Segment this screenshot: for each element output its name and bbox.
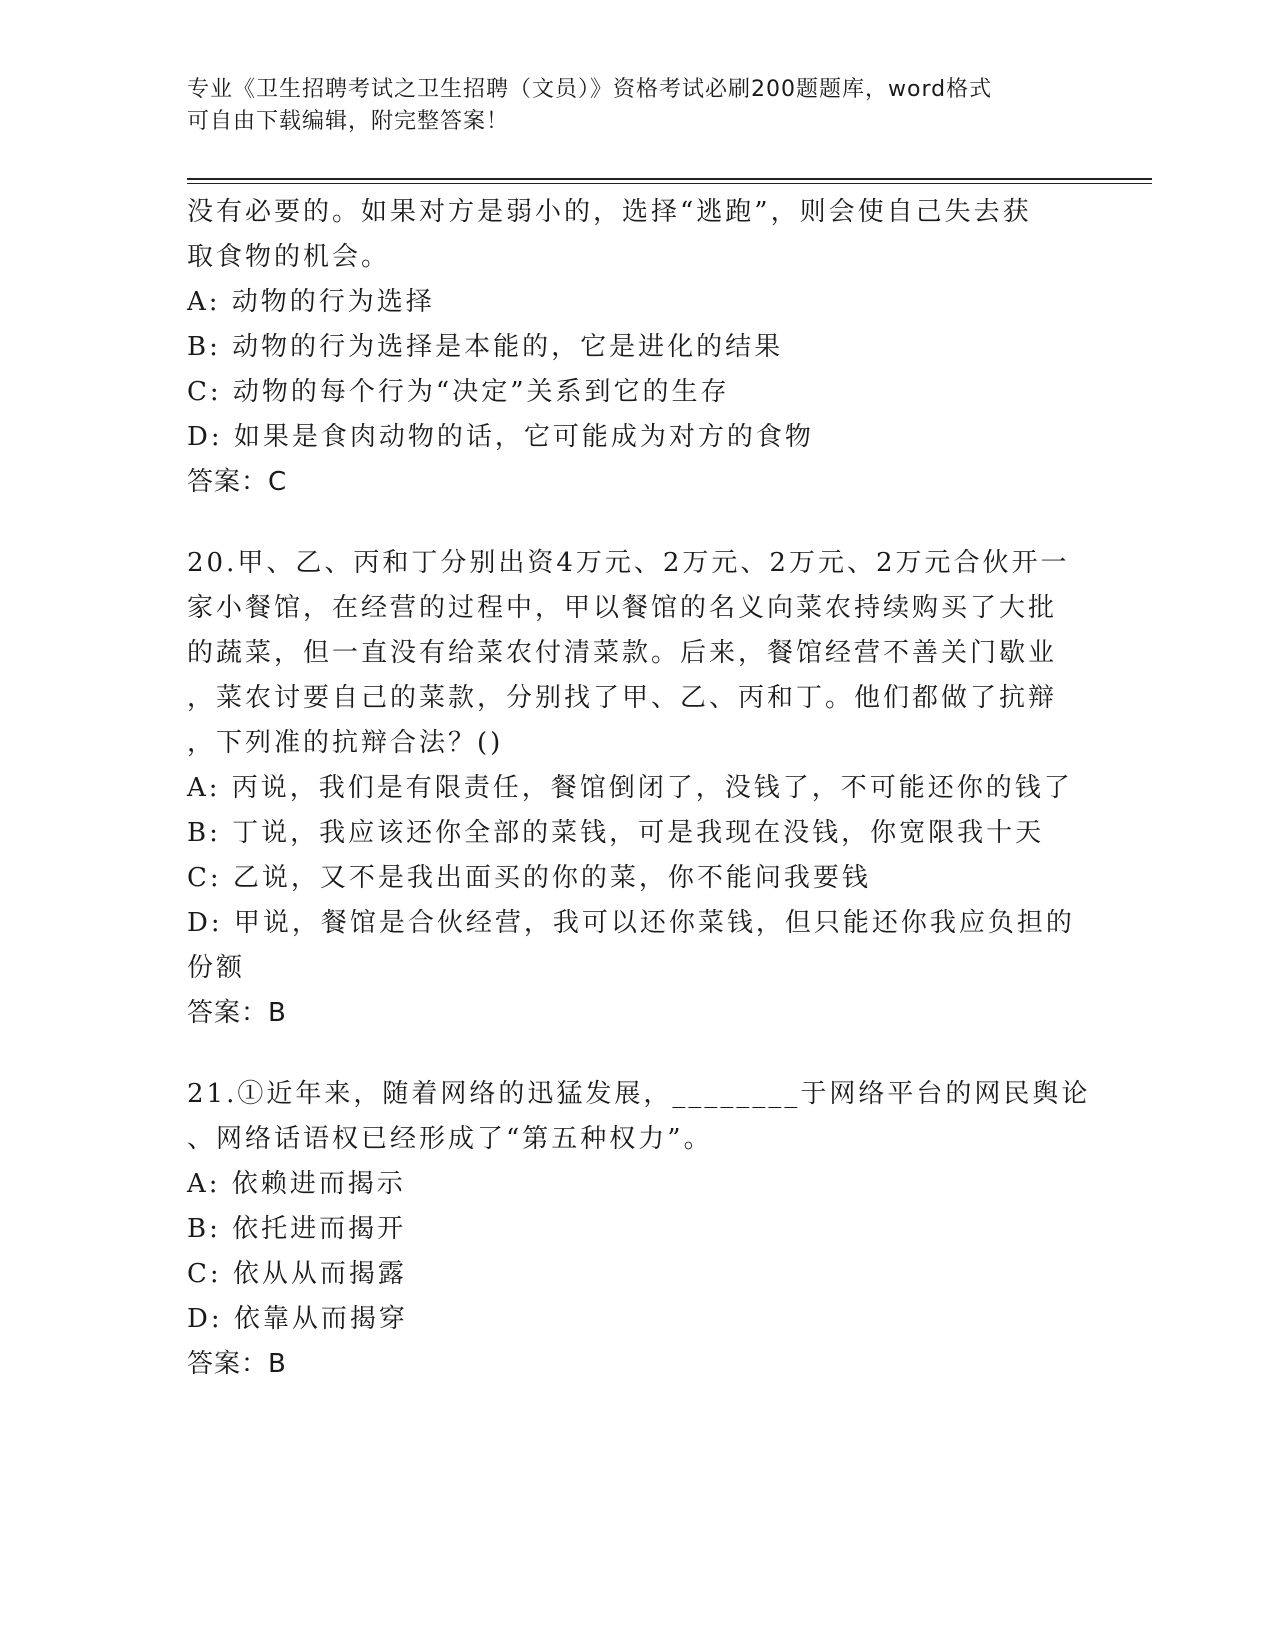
document-body (187, 190, 1091, 1387)
question-stem-line: 没有必要的。如果对方是弱小的，选择“逃跑”，则会使自己失去获 (187, 197, 1032, 227)
question-20 (187, 541, 1087, 1036)
question-stem-line: 家小餐馆，在经营的过程中，甲以餐馆的名义向菜农持续购买了大批 (187, 593, 1058, 623)
header-divider-thin (187, 183, 1152, 184)
option-a: A: 动物的行为选择 (187, 287, 435, 317)
header-line-1: 专业《卫生招聘考试之卫生招聘（文员）》资格考试必刷200题题库，word格式 (187, 77, 993, 102)
question-stem-line: 20.甲、乙、丙和丁分别出资4万元、2万元、2万元、2万元合伙开一 (187, 548, 1070, 578)
option-d: D: 甲说，餐馆是合伙经营，我可以还你菜钱，但只能还你我应负担的 (187, 908, 1075, 938)
option-d-continuation: 份额 (187, 953, 246, 983)
question-19 (187, 190, 1087, 505)
question-stem-line: 、网络话语权已经形成了“第五种权力”。 (187, 1124, 713, 1154)
option-a: A: 依赖进而揭示 (187, 1169, 406, 1199)
answer-line: 答案：B (187, 998, 287, 1028)
header-line-2: 可自由下载编辑，附完整答案！ (187, 109, 510, 134)
question-stem-line: 21.①近年来，随着网络的迅猛发展，________于网络平台的网民舆论 (187, 1079, 1091, 1109)
question-21 (187, 1072, 1091, 1387)
option-d: D: 依靠从而揭穿 (187, 1304, 408, 1334)
option-c: C: 依从从而揭露 (187, 1259, 407, 1289)
page-header (187, 74, 1087, 138)
option-b: B: 动物的行为选择是本能的，它是进化的结果 (187, 332, 784, 362)
answer-line: 答案：B (187, 1349, 287, 1379)
question-stem-line: 的蔬菜，但一直没有给菜农付清菜款。后来，餐馆经营不善关门歇业 (187, 638, 1058, 668)
answer-line: 答案：C (187, 467, 288, 497)
option-b: B: 依托进而揭开 (187, 1214, 407, 1244)
question-stem-line: ，下列准的抗辩合法？() (187, 728, 504, 758)
spacer (187, 1036, 1087, 1072)
question-stem-line: 取食物的机会。 (187, 242, 391, 272)
option-d: D: 如果是食肉动物的话，它可能成为对方的食物 (187, 422, 814, 452)
option-b: B: 丁说，我应该还你全部的菜钱，可是我现在没钱，你宽限我十天 (187, 818, 1045, 848)
option-a: A: 丙说，我们是有限责任，餐馆倒闭了，没钱了，不可能还你的钱了 (187, 773, 1073, 803)
header-divider-thick (187, 178, 1152, 180)
option-c: C: 动物的每个行为“决定”关系到它的生存 (187, 377, 730, 407)
option-c: C: 乙说，又不是我出面买的你的菜，你不能问我要钱 (187, 863, 871, 893)
spacer (187, 505, 1087, 541)
question-stem-line: ，菜农讨要自己的菜款，分别找了甲、乙、丙和丁。他们都做了抗辩 (187, 683, 1058, 713)
